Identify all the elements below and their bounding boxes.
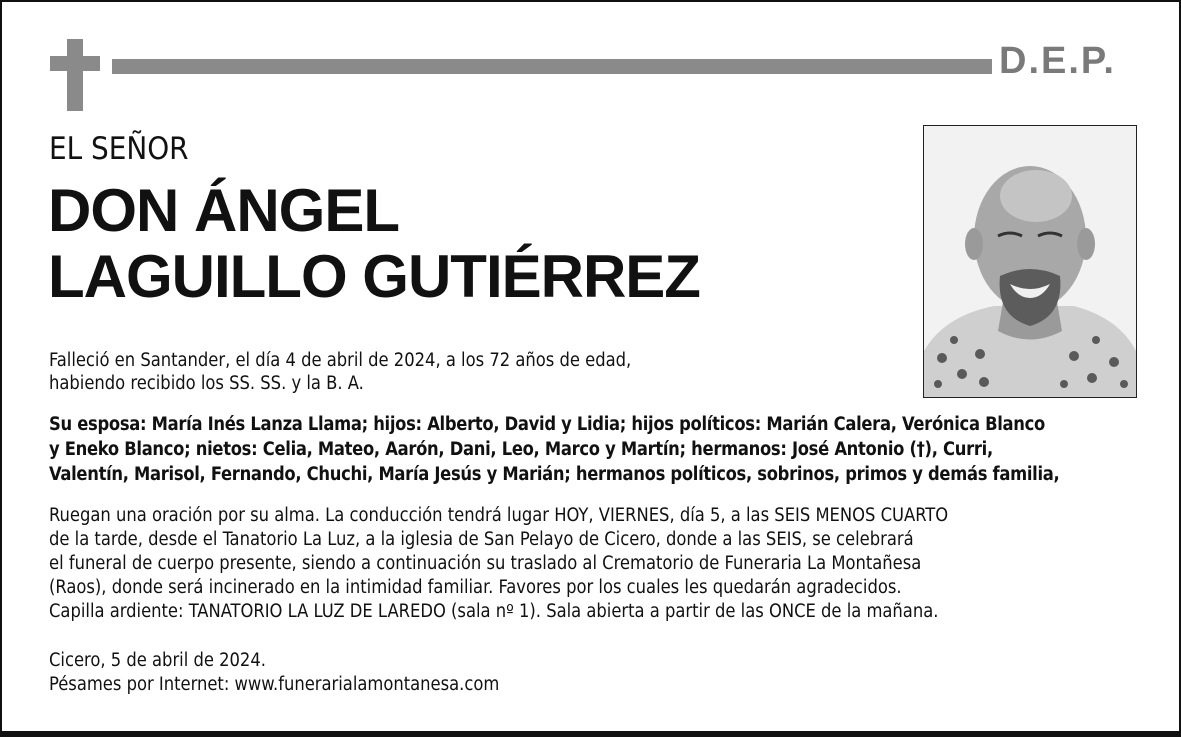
- portrait-photo: [923, 125, 1137, 398]
- condolences-line: Pésames por Internet: www.funerarialamontanesa.com: [49, 674, 500, 695]
- family-line: y Eneko Blanco; nietos: Celia, Mateo, Aarón, Dani, Leo, Marco y Martín; hermanos: José Antonio (†), Curri,: [49, 439, 993, 460]
- family-line: Valentín, Marisol, Fernando, Chuchi, María Jesús y Marián; hermanos políticos, sobrinos, primos y demás familia,: [49, 464, 1060, 485]
- ceremony-details: [49, 504, 1149, 624]
- header-rule: [112, 59, 992, 74]
- ceremony-line: (Raos), donde será incinerado en la intimidad familiar. Favores por los cuales les quedarán agradecidos.: [49, 577, 902, 598]
- dep-label: D.E.P.: [999, 40, 1116, 82]
- ceremony-line: de la tarde, desde el Tanatorio La Luz, a la iglesia de San Pelayo de Cicero, donde a las SEIS, se celebrará: [49, 529, 914, 550]
- death-notice: [49, 349, 909, 395]
- latin-cross-icon: [50, 39, 100, 111]
- death-notice-line: habiendo recibido los SS. SS. y la B. A.: [49, 373, 364, 394]
- name-line-1: DON ÁNGEL: [48, 177, 399, 244]
- name-line-2: LAGUILLO GUTIÉRREZ: [48, 243, 700, 310]
- family-line: Su esposa: María Inés Lanza Llama; hijos: Alberto, David y Lidia; hijos políticos: Marián Calera, Verónica Blanco: [49, 414, 1045, 435]
- place-date: Cicero, 5 de abril de 2024.: [49, 650, 266, 671]
- honorific: EL SEÑOR: [49, 131, 189, 167]
- ceremony-line: Capilla ardiente: TANATORIO LA LUZ DE LAREDO (sala nº 1). Sala abierta a partir de las ONCE de la mañana.: [49, 601, 939, 622]
- ceremony-line: Ruegan una oración por su alma. La conducción tendrá lugar HOY, VIERNES, día 5, a las SEIS MENOS CUARTO: [49, 505, 949, 526]
- deceased-name: [48, 178, 908, 310]
- family-list: [49, 412, 1149, 487]
- footer: [49, 649, 949, 697]
- ceremony-line: el funeral de cuerpo presente, siendo a continuación su traslado al Crematorio de Funeraria La Montañesa: [49, 553, 922, 574]
- death-notice-line: Falleció en Santander, el día 4 de abril de 2024, a los 72 años de edad,: [49, 350, 632, 371]
